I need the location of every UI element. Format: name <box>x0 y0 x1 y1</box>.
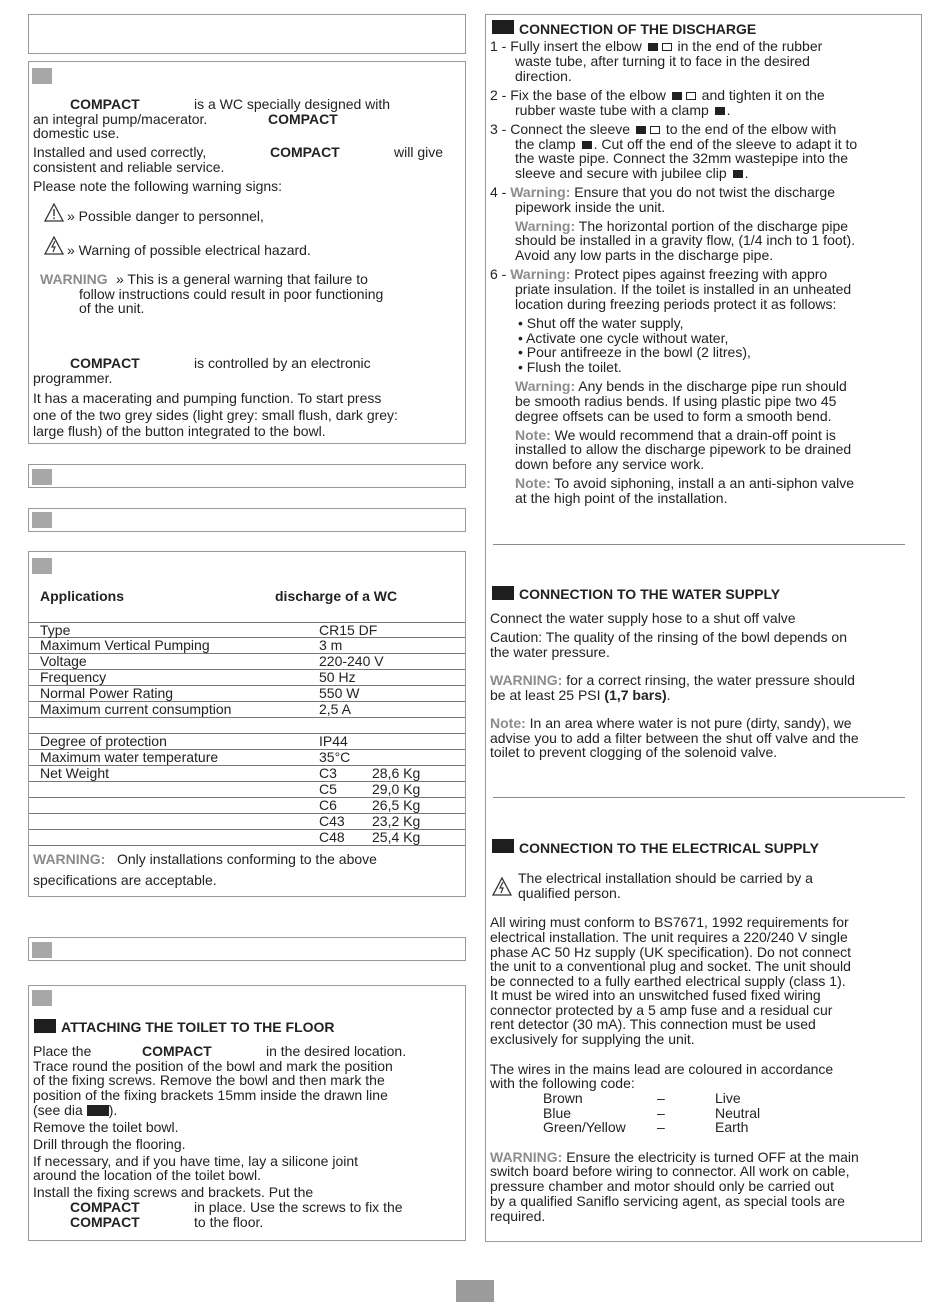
part-icon-filled <box>672 92 682 100</box>
heading-marker <box>492 20 514 34</box>
clamp-icon <box>582 141 592 149</box>
step-text: waste tube, after turning it to face in the desired <box>515 53 810 69</box>
intro-text: an integral pump/macerator. <box>33 111 208 127</box>
electrical-text: rent detector (30 mA). This connection must be used <box>490 1016 816 1032</box>
water-text: Connect the water supply hose to a shut off valve <box>490 610 796 626</box>
intro-text: domestic use. <box>33 125 120 141</box>
function-text: It has a macerating and pumping function. To start press <box>33 390 382 406</box>
electrical-text: qualified person. <box>518 885 621 901</box>
spec-row <box>29 734 465 750</box>
water-heading: CONNECTION TO THE WATER SUPPLY <box>519 586 781 602</box>
install-text: around the location of the toilet bowl. <box>33 1167 262 1183</box>
warning-text: required. <box>490 1208 546 1224</box>
step-text <box>515 219 848 233</box>
warning-label: Warning: <box>515 378 576 394</box>
note-text-part: To avoid siphoning, install a an anti-siphon valve <box>554 475 855 491</box>
warning-text: switch board before wiring to connector. All work on cable, <box>490 1163 850 1179</box>
electrical-heading: CONNECTION TO THE ELECTRICAL SUPPLY <box>519 840 819 856</box>
divider <box>493 544 905 545</box>
step-text: direction. <box>515 68 572 84</box>
product-name: COMPACT <box>70 1199 140 1215</box>
intro-text: is controlled by an electronic <box>194 355 371 371</box>
step-text <box>515 103 731 117</box>
wire-role: Neutral <box>715 1105 761 1121</box>
part-icon-outline <box>650 126 660 134</box>
note-text-part: We would recommend that a drain-off point is <box>554 427 836 443</box>
spec-value: 35°C <box>319 749 351 765</box>
intro-text: Please note the following warning signs: <box>33 178 283 194</box>
electrical-hazard-icon <box>492 877 512 897</box>
spec-value: C48 <box>319 829 345 845</box>
electrical-text: be connected to a fully earthed electrical supply (class 1). <box>490 973 846 989</box>
discharge-heading: CONNECTION OF THE DISCHARGE <box>519 21 757 37</box>
warning-text: by a qualified Saniflo servicing agent, as special tools are <box>490 1193 845 1209</box>
section-box-4 <box>28 508 466 532</box>
spec-row <box>29 670 465 686</box>
intro-text: Installed and used correctly, <box>33 144 207 160</box>
step-text: be smooth radius bends. If using plastic pipe two 45 <box>515 393 837 409</box>
section-marker <box>32 558 52 574</box>
spec-row <box>29 750 465 766</box>
wire-dash: – <box>657 1119 665 1135</box>
spec-value: CR15 DF <box>319 622 378 638</box>
list-item: • Flush the toilet. <box>518 359 622 375</box>
spec-value: 220-240 V <box>319 653 384 669</box>
spec-label: Maximum Vertical Pumping <box>40 637 210 653</box>
step-text: to the end of the elbow with <box>665 121 837 137</box>
section-marker <box>32 469 52 485</box>
warning-label: Warning: <box>510 184 571 200</box>
step-number: 4 - <box>490 184 507 200</box>
step-text: the waste pipe. Connect the 32mm wastepipe into the <box>515 150 849 166</box>
spec-value: C3 <box>319 765 337 781</box>
spec-row <box>29 638 465 654</box>
install-text: Drill through the flooring. <box>33 1136 186 1152</box>
part-icon-outline <box>662 43 672 51</box>
discharge-step-1 <box>490 39 822 53</box>
install-text <box>33 1103 117 1117</box>
wire-colour: Green/Yellow <box>543 1119 626 1135</box>
applications-label: Applications <box>40 588 125 604</box>
warning-text: pressure chamber and motor should only be carried out <box>490 1178 834 1194</box>
electrical-text: exclusively for supplying the unit. <box>490 1031 695 1047</box>
spec-value: 2,5 A <box>319 701 351 717</box>
warning-text: be at least 25 PSI <box>490 687 601 703</box>
spec-label: Net Weight <box>40 765 109 781</box>
intro-text: will give <box>394 144 444 160</box>
product-name: COMPACT <box>142 1043 212 1059</box>
electrical-text: the unit to a conventional plug and socket. The unit should <box>490 958 851 974</box>
note-text <box>515 476 854 490</box>
install-text: Remove the toilet bowl. <box>33 1119 179 1135</box>
warning-text: » This is a general warning that failure to <box>116 271 368 287</box>
electrical-text: The electrical installation should be carried by a <box>518 870 813 886</box>
water-note <box>490 716 852 730</box>
section-box-3 <box>28 464 466 488</box>
water-warning <box>490 688 671 702</box>
spec-row <box>29 830 465 846</box>
spec-extra: 23,2 Kg <box>372 813 421 829</box>
product-name: COMPACT <box>70 355 140 371</box>
note-text: In an area where water is not pure (dirty, sandy), we <box>529 715 852 731</box>
danger-warning-icon <box>44 203 64 223</box>
water-text: Caution: The quality of the rinsing of the bowl depends on <box>490 629 847 645</box>
warning-text: . <box>666 687 671 703</box>
install-text: to the floor. <box>194 1214 264 1230</box>
warning-label: WARNING: <box>490 672 563 688</box>
part-icon-filled <box>648 43 658 51</box>
list-item: • Activate one cycle without water, <box>518 330 729 346</box>
warning-text: Only installations conforming to the above <box>117 851 377 867</box>
spec-row <box>29 782 465 798</box>
section-marker <box>32 942 52 958</box>
warning-label: Warning: <box>510 266 571 282</box>
page-number-box <box>456 1280 494 1302</box>
section-box-6 <box>28 937 466 961</box>
danger-sign-text: » Possible danger to personnel, <box>67 208 264 224</box>
note-text: at the high point of the installation. <box>515 490 728 506</box>
note-text: down before any service work. <box>515 456 705 472</box>
spec-row <box>29 718 465 734</box>
list-item: • Shut off the water supply, <box>518 315 684 331</box>
electrical-text: phase AC 50 Hz supply (UK specification). Do not connect <box>490 944 852 960</box>
spec-value: C43 <box>319 813 345 829</box>
spec-value: IP44 <box>319 733 348 749</box>
warning-text: specifications are acceptable. <box>33 872 217 888</box>
warning-label: WARNING: <box>33 851 106 867</box>
step-text-part: sleeve and secure with jubilee clip <box>515 165 727 181</box>
wire-dash: – <box>657 1105 665 1121</box>
electrical-text: connector protected by a 5 amp fuse and a residual cur <box>490 1002 833 1018</box>
diagram-ref-icon <box>87 1105 109 1116</box>
step-text-part: rubber waste tube with a clamp <box>515 102 709 118</box>
wire-role: Earth <box>715 1119 749 1135</box>
wire-colour: Blue <box>543 1105 572 1121</box>
part-icon-outline <box>686 92 696 100</box>
spec-row <box>29 798 465 814</box>
spec-value: C6 <box>319 797 337 813</box>
pressure-value: (1,7 bars) <box>604 687 667 703</box>
spec-extra: 25,4 Kg <box>372 829 421 845</box>
spec-row <box>29 654 465 670</box>
step-text: Protect pipes against freezing with appro <box>574 266 828 282</box>
step-text-part: . Cut off the end of the sleeve to adapt it to <box>593 136 858 152</box>
warning-label: WARNING <box>40 271 108 287</box>
spec-row <box>29 814 465 830</box>
electrical-text: The wires in the mains lead are coloured in accordance <box>490 1061 834 1077</box>
step-text: Ensure that you do not twist the discharge <box>574 184 835 200</box>
spec-extra: 28,6 Kg <box>372 765 421 781</box>
note-text <box>515 428 836 442</box>
discharge-step-6 <box>490 267 827 281</box>
step-text: 3 - Connect the sleeve <box>490 121 631 137</box>
jubilee-clip-icon <box>733 170 743 178</box>
product-name: COMPACT <box>268 111 338 127</box>
clamp-icon <box>715 107 725 115</box>
water-warning <box>490 673 855 687</box>
heading-marker <box>492 839 514 853</box>
step-text: and tighten it on the <box>701 87 825 103</box>
product-name: COMPACT <box>70 1214 140 1230</box>
electrical-hazard-icon <box>44 236 64 256</box>
function-text: one of the two grey sides (light grey: small flush, dark grey: <box>33 407 398 423</box>
install-text: in the desired location. <box>266 1043 407 1059</box>
section-marker <box>32 512 52 528</box>
step-text <box>515 137 857 151</box>
electrical-text: with the following code: <box>490 1075 635 1091</box>
note-text: installed to allow the discharge pipework to be drained <box>515 441 852 457</box>
step-text-part: The horizontal portion of the discharge pipe <box>578 218 849 234</box>
heading-marker <box>492 586 514 600</box>
wire-colour: Brown <box>543 1090 583 1106</box>
install-text: If necessary, and if you have time, lay a silicone joint <box>33 1153 359 1169</box>
spec-value: 3 m <box>319 637 343 653</box>
step-text: pipework inside the unit. <box>515 199 666 215</box>
step-text: Avoid any low parts in the discharge pipe. <box>515 247 774 263</box>
warning-text: follow instructions could result in poor functioning <box>79 286 384 302</box>
spec-row <box>29 686 465 702</box>
electrical-sign-text: » Warning of possible electrical hazard. <box>67 242 311 258</box>
discharge-step-2 <box>490 88 825 102</box>
water-text: the water pressure. <box>490 644 610 660</box>
spec-label: Maximum water temperature <box>40 749 219 765</box>
warning-text: for a correct rinsing, the water pressure should <box>566 672 855 688</box>
step-text-part: Any bends in the discharge pipe run should <box>578 378 847 394</box>
warning-label: WARNING: <box>490 1149 563 1165</box>
product-name: COMPACT <box>270 144 340 160</box>
intro-text: programmer. <box>33 370 113 386</box>
wire-role: Live <box>715 1090 741 1106</box>
step-text <box>515 166 748 180</box>
spec-label: Type <box>40 622 71 638</box>
electrical-warning <box>490 1150 859 1164</box>
step-text: priate insulation. If the toilet is installed in an unheated <box>515 281 852 297</box>
discharge-step-4 <box>490 185 835 199</box>
product-name: COMPACT <box>70 96 140 112</box>
note-text: toilet to prevent clogging of the solenoid valve. <box>490 744 778 760</box>
step-number: 6 - <box>490 266 507 282</box>
spec-value: 50 Hz <box>319 669 356 685</box>
spec-label: Frequency <box>40 669 107 685</box>
spec-label: Degree of protection <box>40 733 167 749</box>
warning-text: Ensure the electricity is turned OFF at the main <box>566 1149 859 1165</box>
discharge-step-3 <box>490 122 836 136</box>
electrical-text: electrical installation. The unit requires a 220/240 V single <box>490 929 848 945</box>
spec-extra: 29,0 Kg <box>372 781 421 797</box>
electrical-text: All wiring must conform to BS7671, 1992 requirements for <box>490 914 849 930</box>
spec-row <box>29 702 465 718</box>
step-text-part: . <box>744 165 749 181</box>
spec-value: C5 <box>319 781 337 797</box>
section-marker <box>32 68 52 84</box>
intro-text: is a WC specially designed with <box>194 96 391 112</box>
install-text: Place the <box>33 1043 92 1059</box>
step-text: 1 - Fully insert the elbow <box>490 38 642 54</box>
note-label: Note: <box>515 427 551 443</box>
install-text: Trace round the position of the bowl and mark the position <box>33 1058 393 1074</box>
spec-label: Voltage <box>40 653 87 669</box>
spec-value: 550 W <box>319 685 360 701</box>
install-text: in place. Use the screws to fix the <box>194 1199 403 1215</box>
divider <box>493 797 905 798</box>
title-box <box>28 14 466 54</box>
list-item: • Pour antifreeze in the bowl (2 litres), <box>518 344 751 360</box>
section-marker <box>32 990 52 1006</box>
note-label: Note: <box>515 475 551 491</box>
intro-text: consistent and reliable service. <box>33 159 225 175</box>
step-text-part: the clamp <box>515 136 576 152</box>
warning-label: Warning: <box>515 218 576 234</box>
spec-label: Normal Power Rating <box>40 685 174 701</box>
step-text-part: . <box>726 102 731 118</box>
electrical-text: It must be wired into an unswitched fused fixed wiring <box>490 987 821 1003</box>
step-text: should be installed in a gravity flow, (1/4 inch to 1 foot). <box>515 232 856 248</box>
install-text: of the fixing screws. Remove the bowl and then mark the <box>33 1072 385 1088</box>
step-text: degree offsets can be used to form a smooth bend. <box>515 408 832 424</box>
step-text: in the end of the rubber <box>677 38 823 54</box>
install-text-part: ). <box>108 1102 118 1118</box>
note-text: advise you to add a filter between the shut off valve and the <box>490 730 859 746</box>
install-text-part: (see dia <box>33 1102 83 1118</box>
step-text: 2 - Fix the base of the elbow <box>490 87 666 103</box>
applications-value: discharge of a WC <box>275 588 398 604</box>
install-heading: ATTACHING THE TOILET TO THE FLOOR <box>61 1019 335 1035</box>
install-text: Install the fixing screws and brackets. Put the <box>33 1184 314 1200</box>
note-label: Note: <box>490 715 526 731</box>
spec-row <box>29 622 465 638</box>
install-text: position of the fixing brackets 15mm inside the drawn line <box>33 1087 388 1103</box>
spec-row <box>29 766 465 782</box>
function-text: large flush) of the button integrated to the bowl. <box>33 423 326 439</box>
spec-extra: 26,5 Kg <box>372 797 421 813</box>
warning-text: of the unit. <box>79 300 145 316</box>
step-text <box>515 379 847 393</box>
wire-dash: – <box>657 1090 665 1106</box>
part-icon-filled <box>636 126 646 134</box>
step-text: location during freezing periods protect it as follows: <box>515 296 837 312</box>
spec-label: Maximum current consumption <box>40 701 232 717</box>
heading-marker <box>34 1019 56 1033</box>
